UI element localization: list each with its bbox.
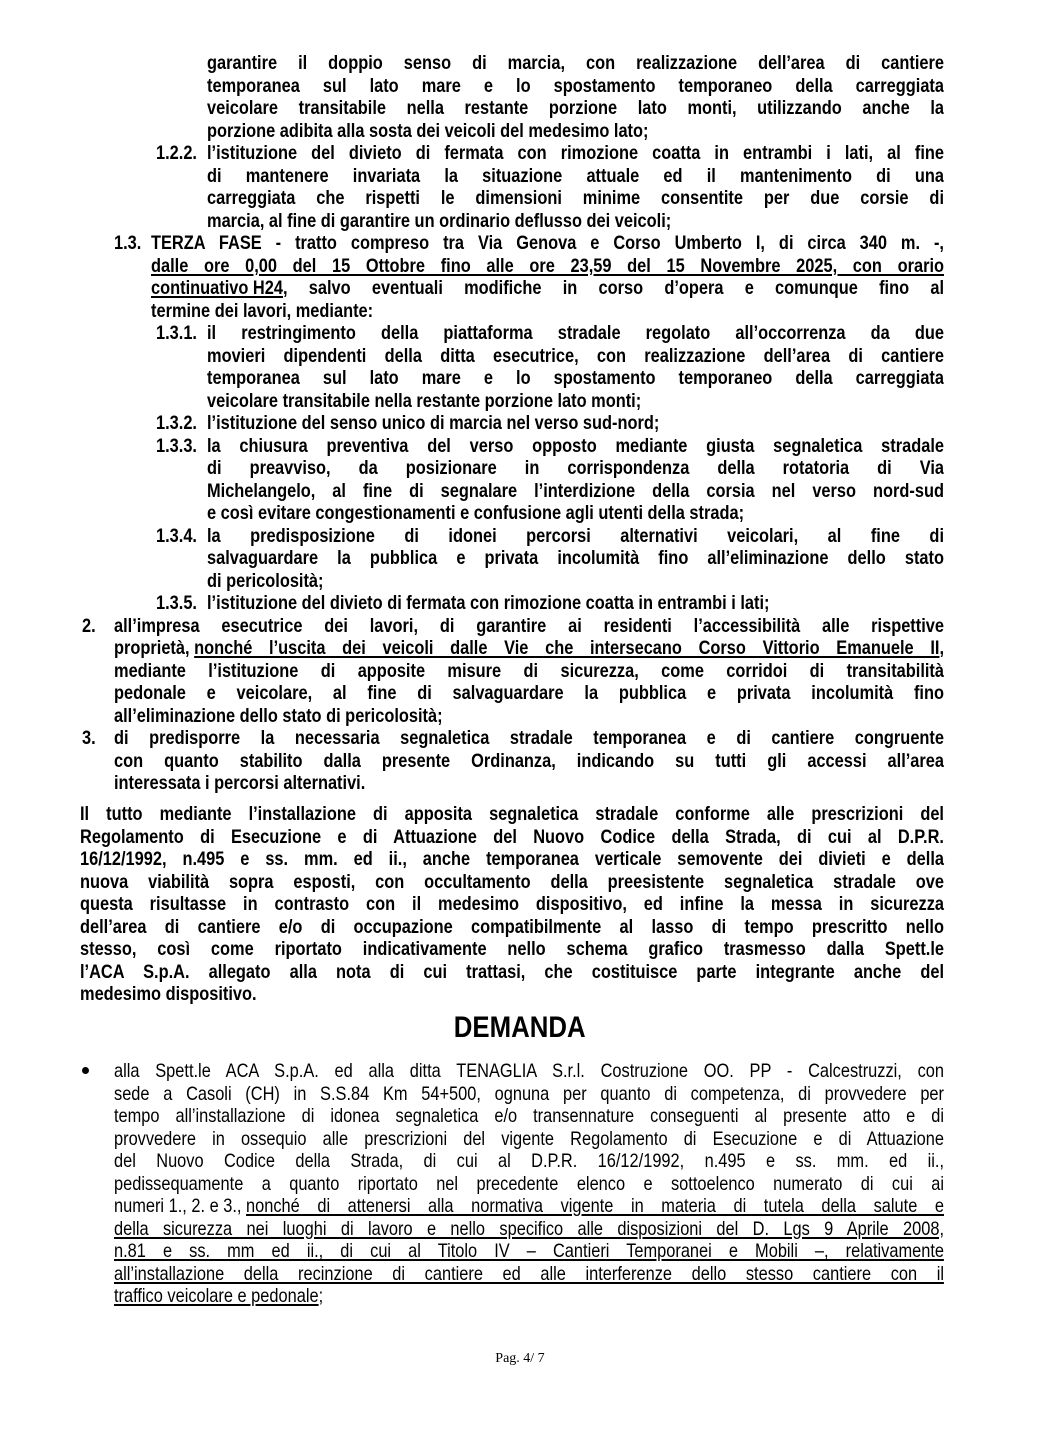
text-line: di mantenere invariata la situazione attuale ed il mantenimento di una bbox=[207, 164, 944, 187]
item-number: 3. bbox=[82, 727, 96, 749]
text-line: e così evitare congestionamenti e confusione agli utenti della strada; bbox=[207, 502, 745, 524]
text-line: provvedere in ossequio alle prescrizioni del vigente Regolamento di Esecuzione e di Attuazione bbox=[114, 1127, 944, 1150]
item-number: 1.3.2. bbox=[156, 412, 197, 434]
text-span: , salvo eventuali modifiche in corso d’opera e comunque fino al bbox=[282, 277, 944, 299]
text-line: alla Spett.le ACA S.p.A. ed alla ditta TENAGLIA S.r.l. Costruzione OO. PP - Calcestruzzi, con bbox=[114, 1060, 944, 1082]
text-line: del Nuovo Codice della Strada, di cui al D.P.R. 16/12/1992, n.495 e ss. mm. ed ii., bbox=[114, 1150, 944, 1172]
text-line: con quanto stabilito dalla presente Ordinanza, indicando su tutti gli accessi all’area bbox=[114, 749, 944, 772]
text-line: temporanea sul lato mare e lo spostamento temporaneo della carreggiata bbox=[207, 367, 944, 389]
exit-access-text: nonché l’uscita dei veicoli dalle Vie che intersecano Corso Vittorio Emanuele II bbox=[194, 637, 940, 659]
text-span: proprietà, bbox=[114, 637, 195, 659]
text-line: carreggiata che rispetti le dimensioni minime consentite per due corsie di bbox=[207, 187, 944, 209]
text-line: marcia, al fine di garantire un ordinario deflusso dei veicoli; bbox=[207, 209, 672, 232]
text-line: temporanea sul lato mare e lo spostamento temporaneo della carreggiata bbox=[207, 74, 944, 97]
safety-regulation-text: nonché di attenersi alla normativa vigente in materia di tutela della salute e bbox=[246, 1195, 944, 1217]
text-line: veicolare transitabile nella restante porzione lato monti; bbox=[207, 389, 642, 412]
text-line: la predisposizione di idonei percorsi alternativi veicolari, al fine di bbox=[207, 524, 944, 547]
item-number: 1.3.3. bbox=[156, 434, 197, 457]
item-number: 2. bbox=[82, 614, 96, 637]
text-line: all’eliminazione dello stato di pericolosità; bbox=[114, 704, 443, 727]
safety-regulation-text: n.81 e ss. mm ed ii., di cui al Titolo IV – Cantieri Temporanei e Mobili –, relativamente bbox=[114, 1240, 944, 1262]
section-heading-text: DEMANDA bbox=[454, 1011, 586, 1044]
text-line: stesso, così come riportato indicativamente nello schema grafico trasmesso dalla Spett.le bbox=[80, 938, 944, 960]
text-line: all’impresa esecutrice dei lavori, di garantire ai residenti l’accessibilità alle rispettive bbox=[114, 614, 944, 637]
text-line bbox=[114, 637, 944, 660]
text-line: veicolare transitabile nella restante porzione lato monti, utilizzando anche la bbox=[207, 97, 944, 119]
text-line: di pericolosità; bbox=[207, 569, 324, 592]
text-line: tempo all’installazione di idonea segnaletica e/o transennature conseguenti al presente atto e di bbox=[114, 1105, 944, 1127]
item-number: 1.3.1. bbox=[156, 322, 197, 344]
text-line: porzione adibita alla sosta dei veicoli del medesimo lato; bbox=[207, 119, 649, 142]
text-line: questa risultasse in contrasto con il medesimo dispositivo, ed infine la messa in sicurezza bbox=[80, 893, 944, 915]
safety-regulation-text: della sicurezza nei luoghi di lavoro e nello specifico alle disposizioni del D. Lgs 9 Aprile 2008, bbox=[114, 1217, 944, 1240]
text-line: medesimo dispositivo. bbox=[80, 983, 257, 1005]
item-number: 1.3. bbox=[114, 232, 142, 254]
text-line: l’istituzione del senso unico di marcia nel verso sud-nord; bbox=[207, 412, 660, 434]
text-line: termine dei lavori, mediante: bbox=[151, 299, 374, 322]
text-line: salvaguardare la pubblica e privata incolumità fino all’eliminazione dello stato bbox=[207, 547, 944, 569]
text-line: il restringimento della piattaforma stradale regolato all’occorrenza da due bbox=[207, 322, 944, 344]
text-line bbox=[151, 277, 944, 300]
text-line: l’ACA S.p.A. allegato alla nota di cui trattasi, che costituisce parte integrante anche del bbox=[80, 960, 944, 983]
text-line bbox=[114, 1285, 323, 1308]
item-number: 1.3.5. bbox=[156, 592, 197, 614]
text-line: l’istituzione del divieto di fermata con rimozione coatta in entrambi i lati, al fine bbox=[207, 142, 944, 164]
text-line: interessata i percorsi alternativi. bbox=[114, 772, 366, 794]
text-line: Michelangelo, al fine di segnalare l’interdizione della corsia nel verso nord-sud bbox=[207, 479, 944, 502]
page-number: Pag. 4/ 7 bbox=[495, 1351, 545, 1366]
schedule-text: continuativo H24 bbox=[151, 277, 283, 299]
text-line: pedonale e veicolare, al fine di salvaguardare la pubblica e privata incolumità fino bbox=[114, 682, 944, 704]
text-line: dell’area di cantiere e/o di occupazione compatibilmente al lasso di tempo prescritto nello bbox=[80, 915, 944, 938]
text-span: , bbox=[939, 637, 944, 659]
text-line: movieri dipendenti della ditta esecutrice, con realizzazione dell’area di cantiere bbox=[207, 344, 944, 367]
text-line bbox=[114, 1195, 944, 1218]
text-line: di predisporre la necessaria segnaletica stradale temporanea e di cantiere congruente bbox=[114, 727, 944, 749]
item-number: 1.3.4. bbox=[156, 524, 197, 547]
text-line: Il tutto mediante l’installazione di apposita segnaletica stradale conforme alle prescrizioni del bbox=[80, 803, 944, 825]
text-line: pedissequamente a quanto riportato nel precedente elenco e sottoelenco numerato di cui ai bbox=[114, 1172, 944, 1195]
date-range-text: dalle ore 0,00 del 15 Ottobre fino alle ore 23,59 del 15 Novembre 2025, con orario bbox=[151, 254, 944, 277]
text-line: TERZA FASE - tratto compreso tra Via Genova e Corso Umberto I, di circa 340 m. -, bbox=[151, 232, 944, 254]
text-line: 16/12/1992, n.495 e ss. mm. ed ii., anche temporanea verticale semovente dei divieti e della bbox=[80, 848, 944, 870]
text-line: la chiusura preventiva del verso opposto mediante giusta segnaletica stradale bbox=[207, 434, 944, 457]
safety-regulation-text: traffico veicolare e pedonale bbox=[114, 1285, 319, 1307]
text-line: mediante l’istituzione di apposite misure di sicurezza, come corridoi di transitabilità bbox=[114, 659, 944, 682]
text-line: sede a Casoli (CH) in S.S.84 Km 54+500, ognuna per quanto di competenza, di provvedere per bbox=[114, 1082, 944, 1105]
item-number: 1.2.2. bbox=[156, 142, 197, 164]
bullet-icon bbox=[82, 1067, 89, 1074]
text-line: Regolamento di Esecuzione e di Attuazione del Nuovo Codice della Strada, di cui al D.P.R. bbox=[80, 825, 944, 848]
section-heading bbox=[0, 1010, 1040, 1046]
text-line: l’istituzione del divieto di fermata con rimozione coatta in entrambi i lati; bbox=[207, 592, 770, 614]
text-line: nuova viabilità sopra esposti, con occultamento della preesistente segnaletica stradale ove bbox=[80, 870, 944, 893]
text-span: ; bbox=[318, 1285, 324, 1307]
text-line: di preavviso, da posizionare in corrispondenza della rotatoria di Via bbox=[207, 457, 944, 479]
text-span: numeri 1., 2. e 3., bbox=[114, 1195, 247, 1217]
safety-regulation-text: all’installazione della recinzione di cantiere ed alle interferenze dello stesso cantiere con il bbox=[114, 1262, 944, 1285]
text-line: garantire il doppio senso di marcia, con realizzazione dell’area di cantiere bbox=[207, 52, 944, 74]
